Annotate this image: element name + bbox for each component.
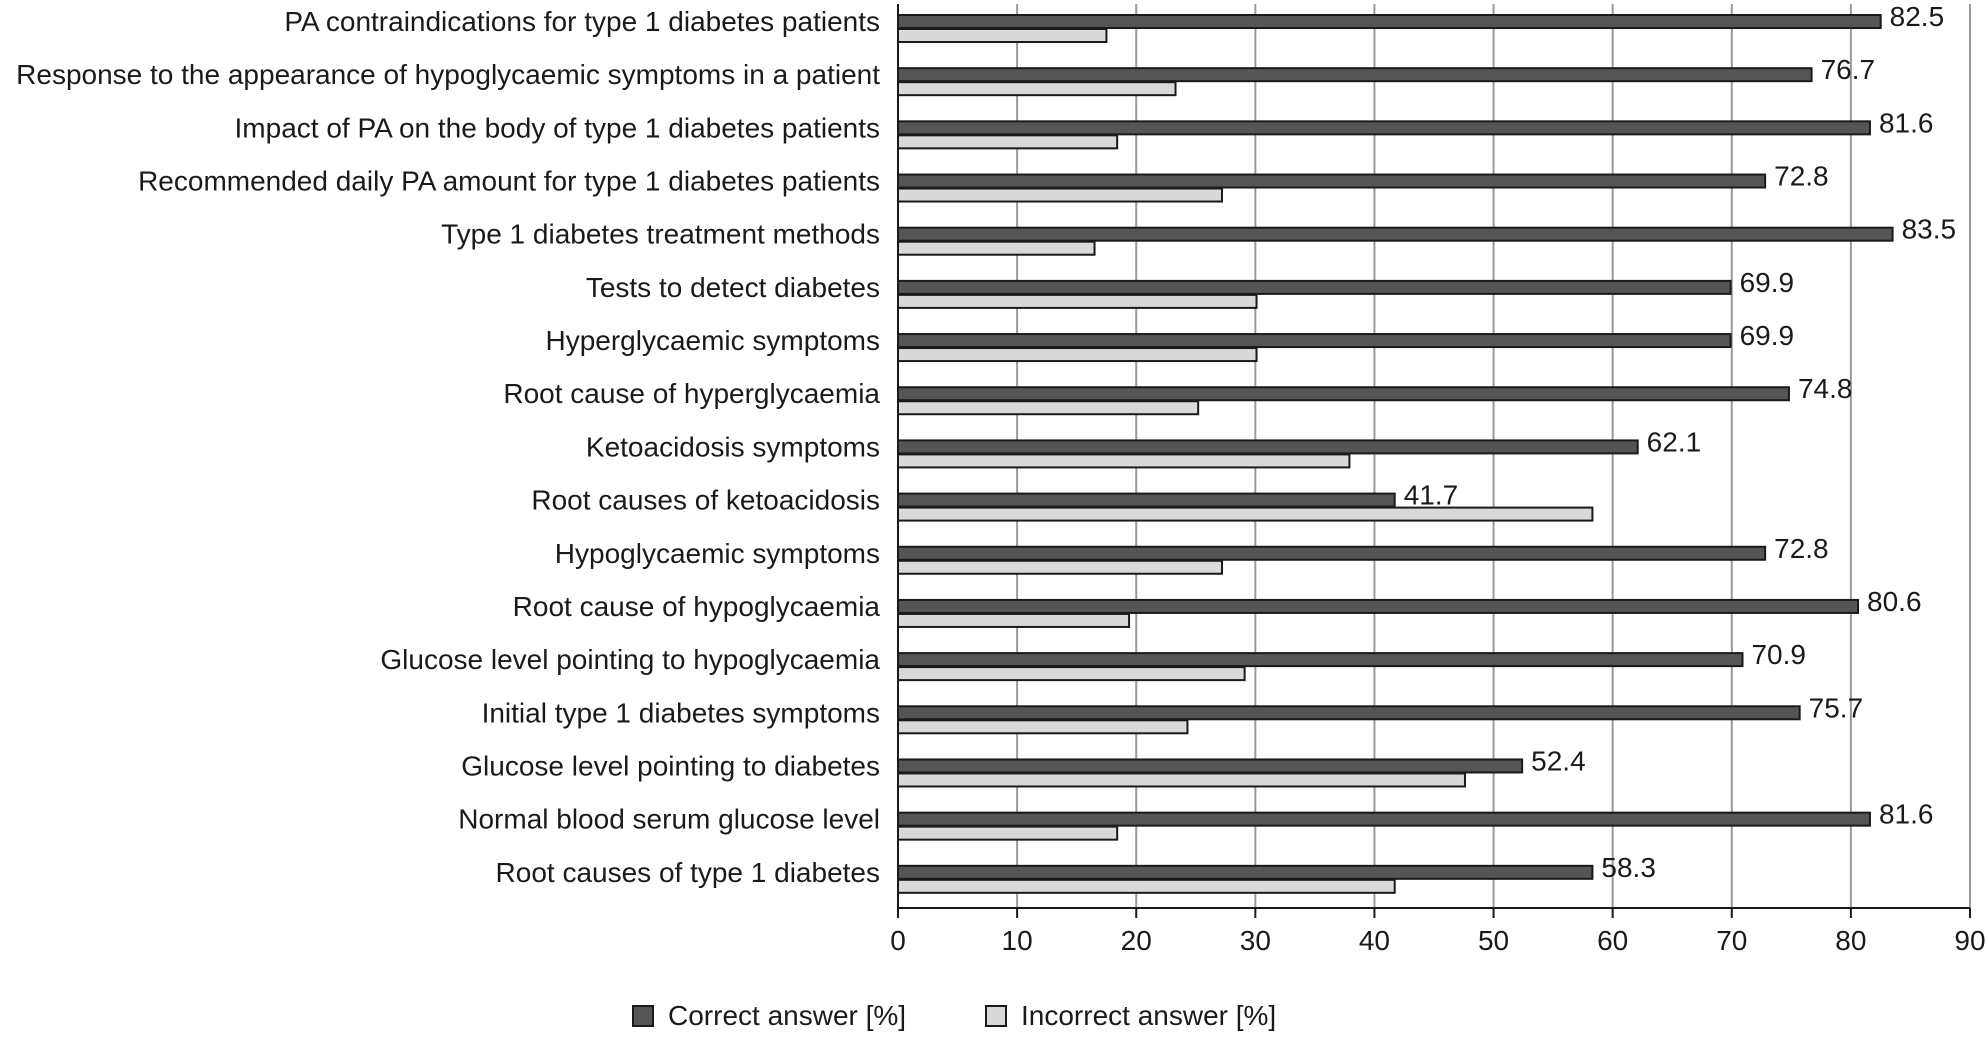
data-label-correct: 72.8 [1774, 532, 1829, 564]
x-tick-label-0: 0 [890, 925, 906, 956]
bar-correct [898, 175, 1765, 188]
category-label: Root causes of type 1 diabetes [495, 856, 880, 888]
bar-incorrect [898, 135, 1117, 148]
data-label-correct: 69.9 [1739, 320, 1795, 352]
data-label-correct: 76.7 [1820, 54, 1876, 86]
legend-label-correct: Correct answer [%] [668, 1000, 907, 1031]
bar-correct [898, 281, 1731, 294]
bars [898, 15, 1893, 893]
data-label-correct: 70.9 [1751, 639, 1806, 671]
bar-correct [898, 653, 1742, 666]
bar-correct [898, 228, 1893, 241]
category-label: Ketoacidosis symptoms [585, 431, 880, 463]
bar-correct [898, 121, 1870, 134]
bar-incorrect [898, 720, 1187, 733]
x-tick-label-30: 30 [1239, 925, 1271, 956]
category-label: PA contraindications for type 1 diabetes patients [284, 6, 880, 37]
data-label-correct: 80.6 [1867, 585, 1922, 617]
bar-correct [898, 547, 1765, 560]
bar-incorrect [898, 401, 1198, 414]
data-label-correct: 72.8 [1774, 160, 1829, 192]
bar-correct [898, 759, 1522, 772]
data-label-correct: 83.5 [1901, 213, 1957, 245]
x-tick-label-60: 60 [1597, 925, 1629, 956]
legend-item-correct [632, 1000, 906, 1032]
data-label-correct: 69.9 [1739, 266, 1795, 298]
x-tick-label-20: 20 [1120, 925, 1152, 956]
bar-correct [898, 334, 1731, 347]
category-label: Root cause of hypoglycaemia [512, 590, 880, 622]
data-label-correct: 82.5 [1889, 1, 1945, 32]
bar-incorrect [898, 773, 1465, 786]
x-tick-label-40: 40 [1358, 925, 1391, 956]
category-label: Response to the appearance of hypoglycaemic symptoms in a patient [16, 59, 880, 91]
bar-incorrect [898, 454, 1349, 467]
data-label-correct: 58.3 [1601, 851, 1656, 883]
x-tick-label-90: 90 [1954, 925, 1986, 956]
category-label: Root cause of hyperglycaemia [503, 378, 880, 410]
x-tick-label-80: 80 [1835, 925, 1867, 956]
data-label-correct: 52.4 [1531, 745, 1586, 777]
data-label-correct: 74.8 [1797, 373, 1853, 405]
category-label: Glucose level pointing to hypoglycaemia [380, 644, 880, 676]
bar-incorrect [898, 348, 1257, 361]
bar-correct [898, 440, 1638, 453]
bar-incorrect [898, 508, 1592, 521]
bar-incorrect [898, 189, 1222, 202]
data-label-correct: 62.1 [1646, 426, 1702, 458]
bar-correct [898, 68, 1812, 81]
bar-incorrect [898, 295, 1257, 308]
category-label: Initial type 1 diabetes symptoms [481, 697, 880, 729]
legend-swatch-incorrect [985, 1005, 1007, 1027]
legend [0, 1000, 1987, 1040]
bar-incorrect [898, 82, 1176, 95]
data-label-correct: 81.6 [1878, 107, 1934, 139]
bar-incorrect [898, 827, 1117, 840]
x-tick-label-10: 10 [1001, 925, 1033, 956]
bar-correct [898, 813, 1870, 826]
bar-correct [898, 866, 1592, 879]
bar-incorrect [898, 880, 1395, 893]
bar-incorrect [898, 614, 1129, 627]
category-label: Type 1 diabetes treatment methods [441, 218, 880, 250]
data-label-correct: 41.7 [1403, 479, 1459, 511]
legend-item-incorrect [985, 1000, 1276, 1032]
category-label: Impact of PA on the body of type 1 diabetes patients [234, 112, 880, 144]
category-label: Normal blood serum glucose level [458, 803, 880, 835]
category-label: Recommended daily PA amount for type 1 diabetes patients [138, 165, 880, 197]
bar-correct [898, 15, 1881, 28]
bar-incorrect [898, 667, 1245, 680]
category-label: Glucose level pointing to diabetes [461, 750, 880, 782]
category-label: Root causes of ketoacidosis [531, 484, 880, 516]
bar-correct [898, 706, 1800, 719]
bar-incorrect [898, 561, 1222, 574]
legend-label-incorrect: Incorrect answer [%] [1021, 1000, 1277, 1031]
bar-correct [898, 387, 1789, 400]
data-label-correct: 81.6 [1878, 798, 1934, 830]
bar-correct [898, 494, 1395, 507]
bar-incorrect [898, 29, 1106, 42]
bar-correct [898, 600, 1858, 613]
x-tick-label-70: 70 [1716, 925, 1748, 956]
x-tick-label-50: 50 [1477, 925, 1510, 956]
bar-incorrect [898, 242, 1095, 255]
data-label-correct: 75.7 [1808, 692, 1864, 724]
legend-swatch-correct [632, 1005, 654, 1027]
category-label: Hypoglycaemic symptoms [554, 537, 880, 569]
category-label: Hyperglycaemic symptoms [545, 325, 880, 357]
category-label: Tests to detect diabetes [585, 271, 880, 303]
